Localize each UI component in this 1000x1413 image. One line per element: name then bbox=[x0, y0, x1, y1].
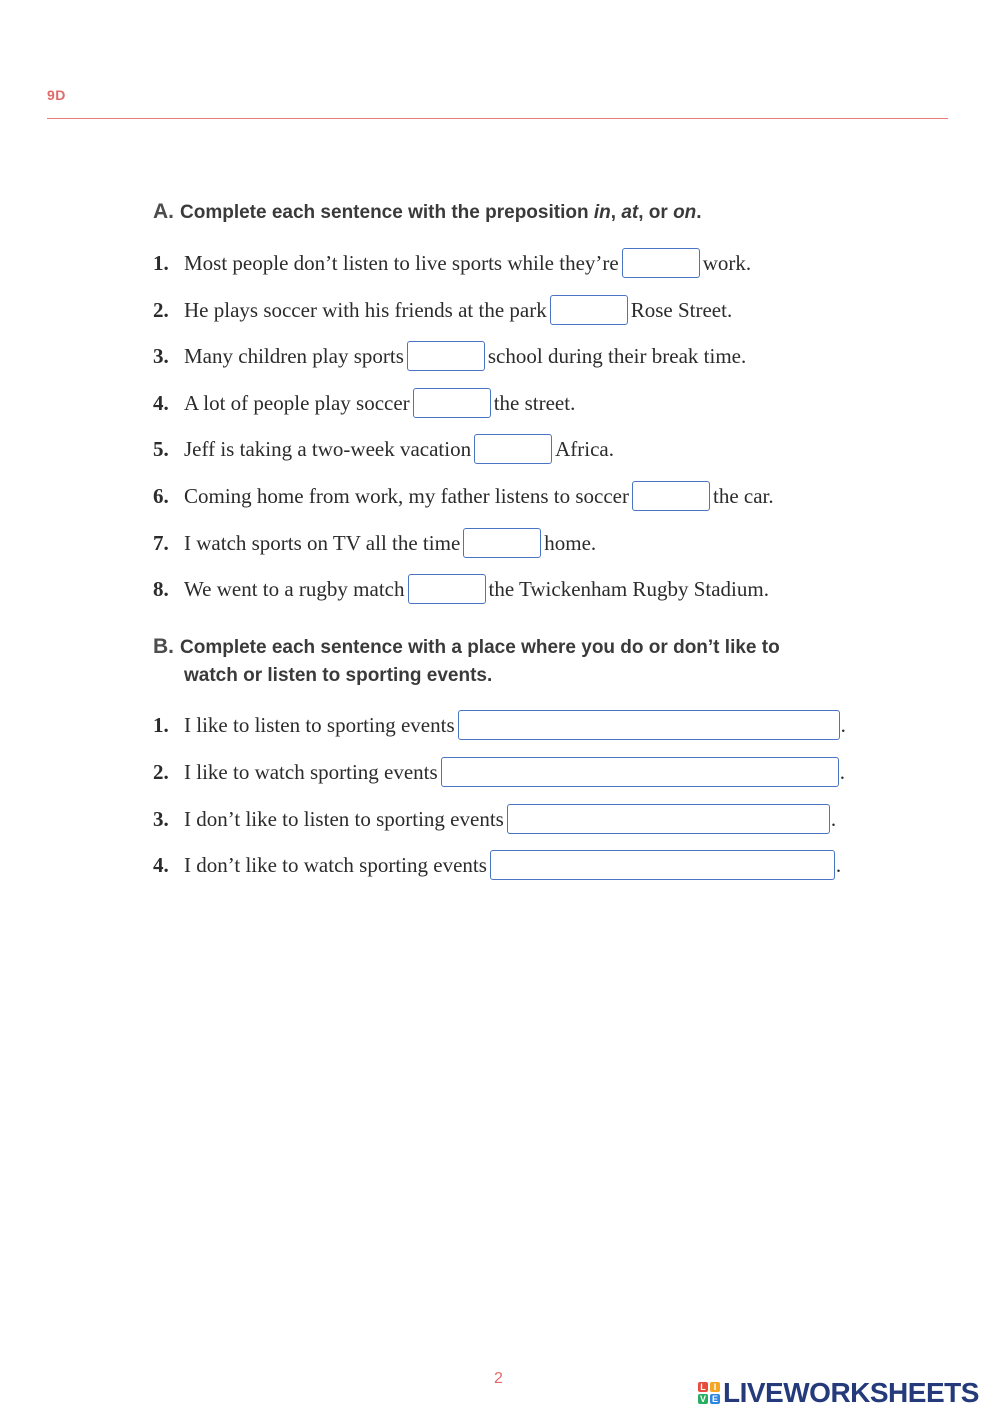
answer-input-b1[interactable] bbox=[458, 710, 840, 740]
exercise-b-item-4: 4. I don’t like to watch sporting events . bbox=[153, 848, 841, 882]
section-b-letter: B. bbox=[153, 635, 174, 658]
exercise-a-item-8: 8. We went to a rugby match the Twickenham Rugby Stadium. bbox=[153, 572, 769, 606]
exercise-a-item-1: 1. Most people don’t listen to live sports while they’re work. bbox=[153, 246, 751, 280]
section-a-heading: A. Complete each sentence with the preposition in, at, or on. bbox=[153, 200, 702, 223]
exercise-b-item-1: 1. I like to listen to sporting events . bbox=[153, 708, 846, 742]
option-in: in bbox=[593, 202, 611, 223]
logo-grid-icon bbox=[698, 1382, 720, 1404]
page-number: 2 bbox=[494, 1370, 503, 1387]
liveworksheets-logo bbox=[698, 1377, 979, 1409]
logo-tile: V bbox=[699, 1394, 706, 1404]
answer-input-a3[interactable] bbox=[407, 341, 485, 371]
section-a-letter: A. bbox=[153, 200, 174, 223]
exercise-a-item-3: 3. Many children play sports school during their break time. bbox=[153, 339, 746, 373]
answer-input-a4[interactable] bbox=[413, 388, 491, 418]
logo-tile: E bbox=[711, 1394, 718, 1404]
exercise-b-item-2: 2. I like to watch sporting events . bbox=[153, 755, 845, 789]
exercise-a-item-4: 4. A lot of people play soccer the street. bbox=[153, 386, 575, 420]
answer-input-a7[interactable] bbox=[463, 528, 541, 558]
option-on: on bbox=[673, 202, 697, 223]
answer-input-a1[interactable] bbox=[622, 248, 700, 278]
logo-tile: L bbox=[698, 1382, 708, 1392]
answer-input-a8[interactable] bbox=[408, 574, 486, 604]
answer-input-b3[interactable] bbox=[507, 804, 830, 834]
unit-label: 9D bbox=[47, 87, 66, 103]
answer-input-b2[interactable] bbox=[441, 757, 839, 787]
answer-input-a2[interactable] bbox=[550, 295, 628, 325]
section-b-heading: B. Complete each sentence with a place where you do or don’t like to watch or listen to sporting events. bbox=[153, 635, 780, 686]
exercise-a-item-5: 5. Jeff is taking a two-week vacation Africa. bbox=[153, 432, 614, 466]
header-divider bbox=[47, 118, 948, 119]
logo-tile: I bbox=[710, 1382, 720, 1392]
brand-name: LIVEWORKSHEETS bbox=[723, 1377, 979, 1408]
answer-input-a6[interactable] bbox=[632, 481, 710, 511]
exercise-b-item-3: 3. I don’t like to listen to sporting events . bbox=[153, 802, 836, 836]
exercise-a-item-7: 7. I watch sports on TV all the time home. bbox=[153, 526, 596, 560]
exercise-a-item-6: 6. Coming home from work, my father listens to soccer the car. bbox=[153, 479, 774, 513]
exercise-a-item-2: 2. He plays soccer with his friends at the park Rose Street. bbox=[153, 293, 732, 327]
answer-input-a5[interactable] bbox=[474, 434, 552, 464]
answer-input-b4[interactable] bbox=[490, 850, 835, 880]
option-at: at bbox=[621, 202, 639, 223]
